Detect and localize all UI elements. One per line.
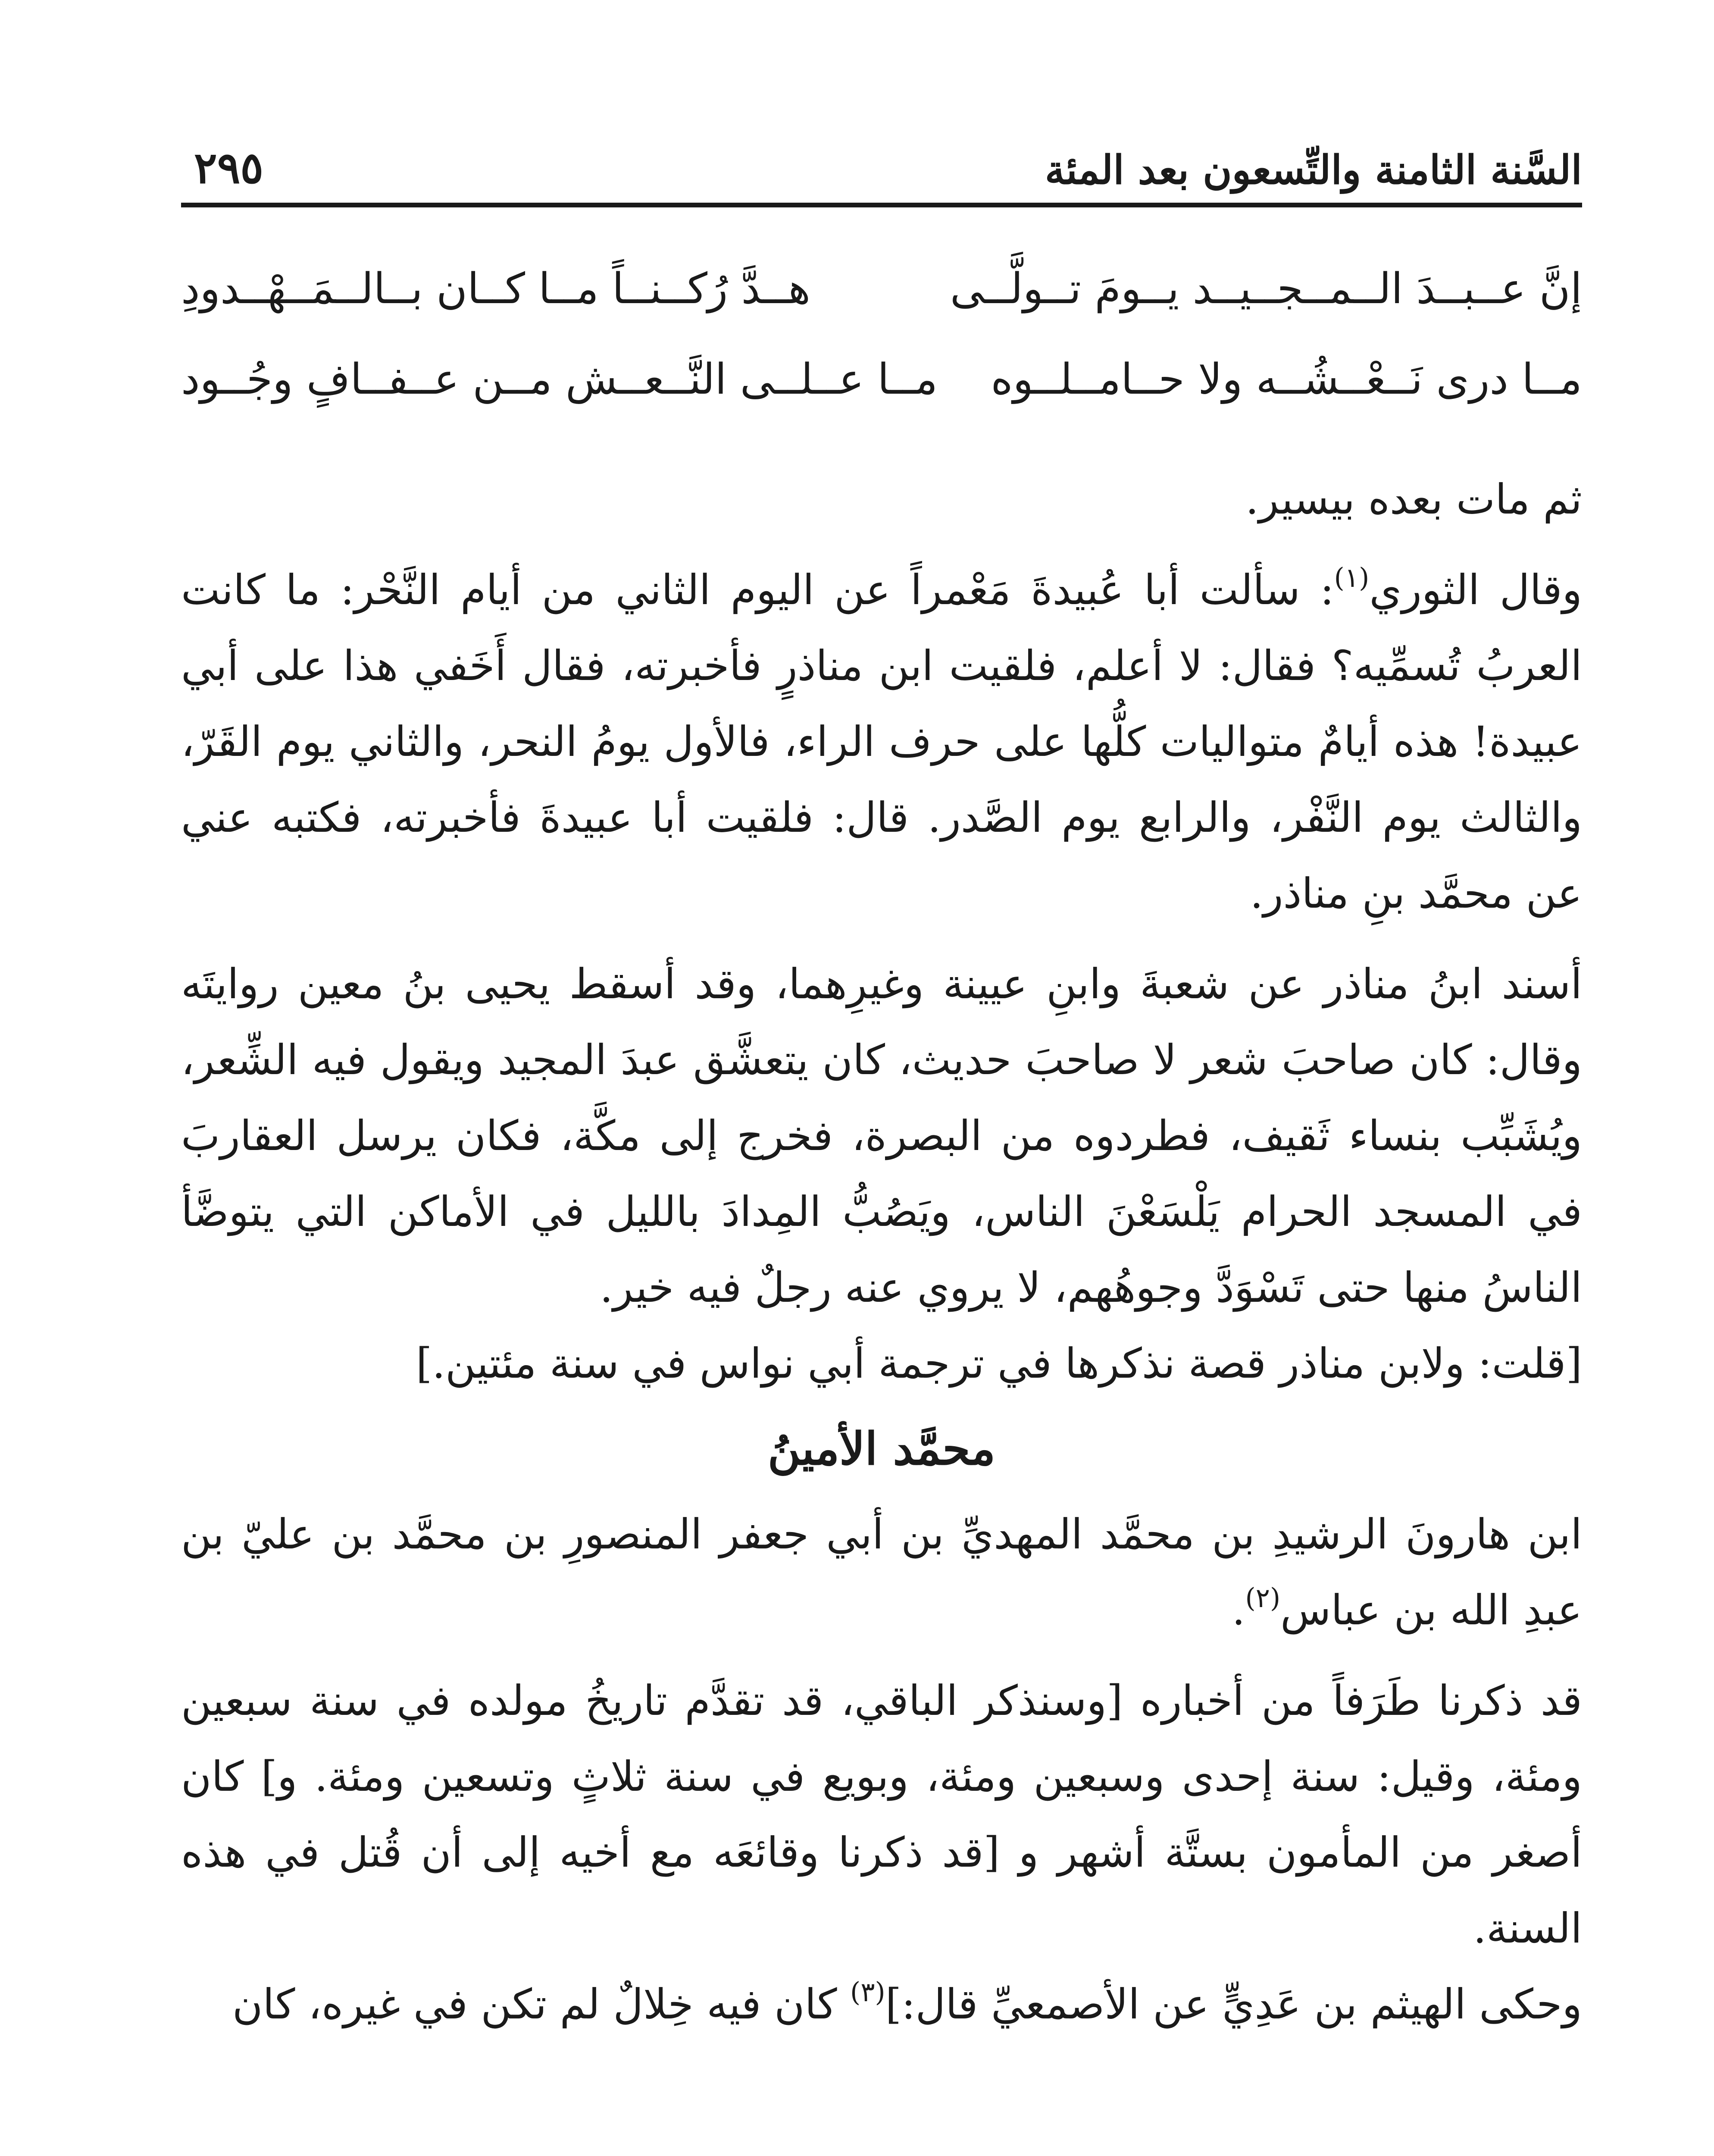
paragraph <box>181 1966 1582 2042</box>
paragraph-text: وقال الثوري <box>1369 566 1583 614</box>
section-title: محمَّد الأمينُ <box>767 1422 996 1475</box>
paragraph: قد ذكرنا طَرَفاً من أخباره [وسنذكر الباقي، قد تقدَّم تاريخُ مولده في سنة سبعين ومئة، وقيل: سنة إحدى وسبعين ومئة، وبويع في سنة ثلاثٍ وتسعين ومئة. و] كان أصغر من المأمون بستَّة أشهر و [قد ذكرنا وقائعَه مع أخيه إلى أن قُتل في هذه السنة. <box>181 1677 1583 1952</box>
verse-line <box>181 345 1582 436</box>
page-header <box>181 142 1582 193</box>
paragraph-text: . <box>1232 1586 1245 1634</box>
book-page <box>181 142 1582 2156</box>
main-text <box>181 461 1582 2042</box>
paragraph-text: : سألت أبا عُبيدةَ مَعْمراً عن اليوم الثاني من أيام النَّحْر: ما كانت العربُ تُسمِّيه؟ فقال: لا أعلم، فلقيت ابن مناذرٍ فأخبرته، فقال أَخَفي هذا على أبي عبيدة! هذه أيامٌ متواليات كلُّها على حرف الراء، فالأول يومُ النحر، والثاني يوم القَرّ، والثالث يوم النَّفْر، والرابع يوم الصَّدر. قال: فلقيت أبا عبيدةَ فأخبرته، فكتبه عني عن محمَّد بنِ مناذر. <box>181 566 1583 918</box>
paragraph <box>181 1496 1582 1648</box>
paragraph-text: كان فيه خِلالٌ لم تكن في غيره، كان <box>232 1980 851 2028</box>
poem-verses <box>181 254 1582 436</box>
footnote-marker[interactable]: (٢) <box>1245 1582 1281 1614</box>
running-title: السَّنة الثامنة والتِّسعون بعد المئة <box>1045 147 1582 193</box>
verse-first-hemistich: إنَّ عــبــدَ الــمــجــيــد يــومَ تــولَّــى <box>950 264 1582 313</box>
verse-first-hemistich: مــا درى نَــعْــشُــه ولا حــامــلــوه <box>991 355 1582 404</box>
paragraph-text: وحكى الهيثم بن عَدِيٍّ عن الأصمعيِّ قال:] <box>885 1980 1582 2028</box>
page-number: ٢٩٥ <box>194 142 264 193</box>
verse-second-hemistich: هــدَّ رُكــنــاً مــا كــان بــالــمَــهْــدودِ <box>181 264 810 313</box>
footnote-marker[interactable]: (٣) <box>850 1976 885 2008</box>
verse-second-hemistich: مــا عــلــى النَّــعــش مــن عــفــافٍ وجُــود <box>181 355 938 404</box>
paragraph: ثم مات بعده بيسير. <box>1245 475 1582 523</box>
paragraph: [قلت: ولابن مناذر قصة نذكرها في ترجمة أبي نواس في سنة مئتين.] <box>416 1339 1582 1388</box>
paragraph-text: ابن هارونَ الرشيدِ بن محمَّد المهديِّ بن أبي جعفر المنصورِ بن محمَّد بن عليّ بن عبدِ الله بن عباس <box>181 1510 1583 1634</box>
footnote-marker[interactable]: (١) <box>1334 562 1370 593</box>
paragraph <box>181 552 1582 931</box>
header-rule <box>181 203 1582 207</box>
verse-line <box>181 254 1582 345</box>
paragraph: أسند ابنُ مناذر عن شعبةَ وابنِ عيينة وغيرِهما، وقد أسقط يحيى بنُ معين روايتَه وقال: كان صاحبَ شعر لا صاحبَ حديث، كان يتعشَّق عبدَ المجيد ويقول فيه الشِّعر، ويُشَبِّب بنساء ثَقيف، فطردوه من البصرة، فخرج إلى مكَّة، فكان يرسل العقاربَ في المسجد الحرام يَلْسَعْنَ الناس، ويَصُبُّ المِدادَ بالليل في الأماكن التي يتوضَّأ الناسُ منها حتى تَسْوَدَّ وجوهُهم، لا يروي عنه رجلٌ فيه خير. <box>181 960 1582 1312</box>
